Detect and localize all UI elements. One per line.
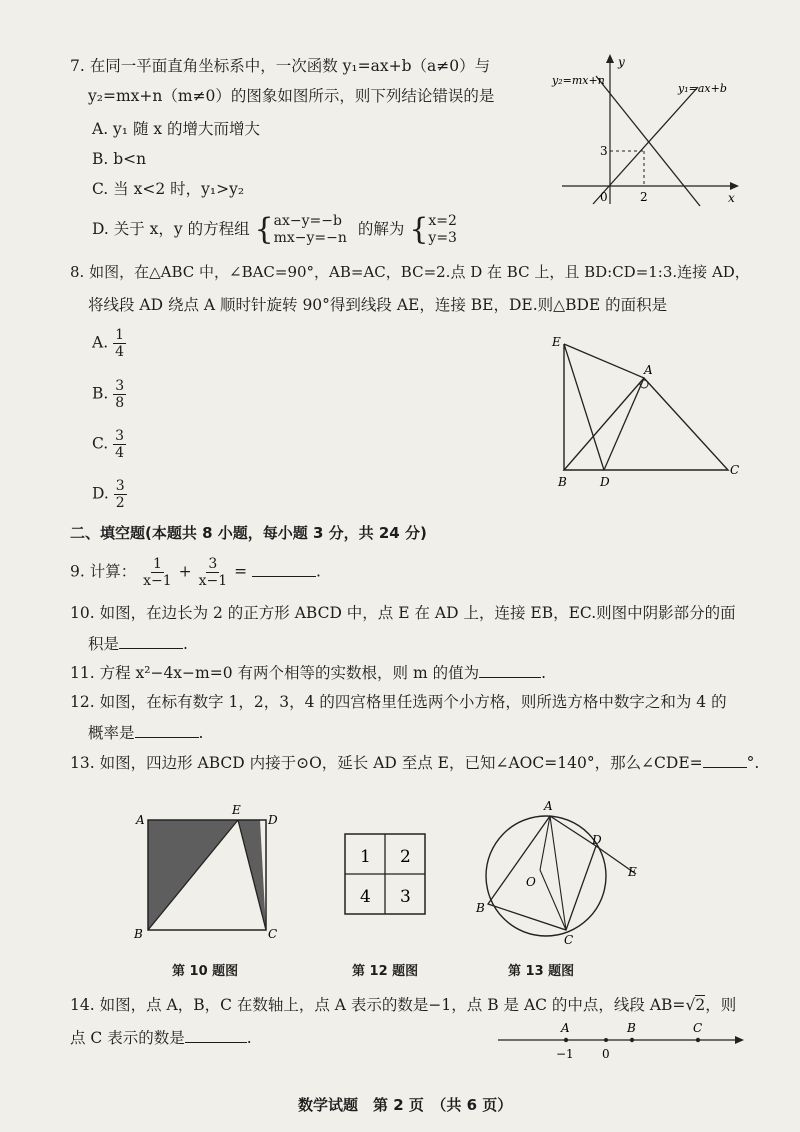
point-b-label: B [134, 927, 143, 941]
plus-sign: + [178, 562, 192, 581]
q8-option-b [92, 378, 126, 411]
point-b-dot [630, 1038, 634, 1042]
q8-option-d [92, 478, 127, 511]
point-a-label: A [644, 363, 653, 377]
point-o-label: O [526, 875, 536, 889]
figure-10 [128, 800, 288, 945]
point-b-label: B [627, 1021, 636, 1035]
tick-y-label: 3 [600, 144, 608, 158]
point-e-label: E [552, 335, 561, 349]
fraction [141, 556, 174, 589]
numerator: 1 [115, 327, 124, 343]
q8-stem-line2: 将线段 AD 绕点 A 顺时针旋转 90°得到线段 AE，连接 BE，DE.则△BDE 的面积是 [88, 296, 668, 314]
q7-option-d [92, 213, 457, 247]
q11-text: 11. 方程 x²−4x−m=0 有两个相等的实数根，则 m 的值为 [70, 664, 480, 682]
numerator: 1 [152, 556, 162, 572]
q14-end: . [246, 1029, 252, 1047]
equation-1: ax−y=−b [273, 213, 342, 229]
q7-stem-line1: 7. 在同一平面直角坐标系中，一次函数 y₁=ax+b（a≠0）与 [70, 57, 491, 75]
q8-stem-line1: 8. 如图，在△ABC 中，∠BAC=90°，AB=AC，BC=2.点 D 在 BC 上，且 BD:CD=1:3.连接 AD， [70, 263, 750, 281]
x-axis-arrow-icon [730, 182, 739, 190]
q10-line2-text: 积是 [88, 635, 120, 653]
q13-text: 13. 如图，四边形 ABCD 内接于⊙O，延长 AD 至点 E，已知∠AOC=140°，那么∠CDE= [70, 754, 703, 772]
point-a-label: A [544, 800, 553, 813]
point-a-label: A [561, 1021, 570, 1035]
point-e-label: E [232, 803, 241, 817]
answer-blank[interactable] [479, 677, 541, 678]
fraction [197, 556, 230, 589]
q9-stem [70, 556, 321, 589]
point-b-label: B [476, 901, 485, 915]
q8-option-a [92, 327, 126, 360]
equals-sign: = [234, 562, 248, 581]
option-label: D. [92, 484, 109, 503]
number-line [494, 1012, 750, 1062]
numerator: 3 [208, 556, 218, 572]
point-e-label: E [628, 865, 637, 879]
answer-blank[interactable] [135, 737, 199, 738]
q7-stem-line2: y₂=mx+n（m≠0）的图象如图所示，则下列结论错误的是 [88, 87, 495, 105]
point-a-dot [564, 1038, 568, 1042]
figure-12 [340, 830, 430, 920]
origin-dot [604, 1038, 608, 1042]
origin-label: 0 [600, 190, 608, 204]
q14-line1-text: 14. 如图，点 A，B，C 在数轴上，点 A 表示的数是−1，点 B 是 AC 的中点，线段 AB= [70, 996, 686, 1014]
segment-ad [604, 378, 644, 470]
option-label: C. [92, 434, 109, 453]
grid-cell-4: 4 [360, 887, 371, 907]
q9-prefix: 9. 计算： [70, 562, 137, 581]
denominator: x−1 [143, 573, 172, 589]
triangle-abc [564, 378, 728, 470]
fraction [114, 478, 127, 511]
q11-end: . [541, 664, 547, 682]
tick-0-label: 0 [602, 1047, 610, 1061]
label-y2: y₂=mx+n [552, 74, 605, 87]
q7-option-d-mid: 的解为 [357, 220, 405, 238]
q13-stem [70, 753, 759, 773]
point-c-label: C [564, 933, 574, 947]
point-c-label: C [268, 927, 278, 941]
solution-2: y=3 [428, 230, 457, 246]
q9-end: . [316, 562, 321, 581]
equation-2: mx−y=−n [273, 230, 347, 246]
label-y1: y₁=ax+b [678, 82, 727, 95]
point-c-dot [696, 1038, 700, 1042]
denominator: 2 [115, 495, 125, 511]
option-label: B. [92, 384, 109, 403]
number-line-arrow-icon [735, 1036, 744, 1044]
grid-cell-1: 1 [360, 847, 371, 867]
denominator: 4 [115, 445, 125, 461]
point-d-label: D [268, 813, 278, 827]
q10-stem-line2 [88, 634, 188, 654]
q14-stem-line2 [70, 1028, 252, 1048]
q7-option-b: B. b<n [92, 150, 147, 168]
q8-option-c [92, 428, 126, 461]
point-d-label: D [600, 475, 610, 489]
q11-stem [70, 663, 546, 683]
option-label: A. [92, 333, 109, 352]
q13-end: °. [746, 754, 760, 772]
answer-blank[interactable] [119, 648, 183, 649]
grid-cell-2: 2 [400, 847, 411, 867]
q12-stem-line1: 12. 如图，在标有数字 1，2，3，4 的四宫格里任选两个小方格，则所选方格中数字之和为 4 的 [70, 693, 727, 711]
q7-graph [548, 52, 748, 210]
fraction [113, 327, 126, 360]
left-brace-icon: { [254, 212, 274, 247]
equation-system [274, 213, 347, 247]
point-c-label: C [730, 463, 740, 477]
y-axis-arrow-icon [606, 54, 614, 63]
tick-neg1-label: −1 [556, 1047, 574, 1061]
grid-cell-3: 3 [400, 887, 411, 907]
q12-end: . [198, 724, 204, 742]
section-heading-fill-in: 二、填空题(本题共 8 小题，每小题 3 分，共 24 分) [70, 524, 427, 542]
point-d-label: D [592, 833, 602, 847]
q8-figure [548, 334, 748, 494]
figure-13-caption: 第 13 题图 [508, 964, 575, 979]
point-b-label: B [558, 475, 567, 489]
sqrt-radicand: 2 [695, 996, 706, 1014]
q10-end: . [183, 635, 188, 653]
denominator: 8 [115, 395, 125, 411]
left-brace-icon: { [409, 212, 429, 247]
figure-13 [468, 800, 658, 950]
answer-blank[interactable] [252, 576, 316, 577]
circle-o [486, 816, 606, 936]
solution-1: x=2 [428, 213, 457, 229]
denominator: 4 [115, 344, 124, 360]
figure-10-caption: 第 10 题图 [172, 964, 239, 979]
denominator: x−1 [198, 573, 228, 589]
sqrt-icon: √ [685, 996, 696, 1014]
page-footer: 数学试题 第 2 页 （共 6 页） [298, 1096, 513, 1114]
q7-option-a: A. y₁ 随 x 的增大而增大 [92, 120, 261, 138]
point-c-label: C [693, 1021, 703, 1035]
solution-system [428, 213, 457, 247]
figure-12-caption: 第 12 题图 [352, 964, 419, 979]
segment-de [564, 344, 604, 470]
axis-label-y: y [618, 55, 625, 69]
q7-option-d-prefix: D. 关于 x，y 的方程组 [92, 220, 250, 238]
q7-option-c: C. 当 x<2 时，y₁>y₂ [92, 180, 245, 198]
q12-line2-text: 概率是 [88, 724, 135, 742]
numerator: 3 [115, 378, 125, 394]
q14-line1-post: ，则 [705, 996, 737, 1014]
q10-stem-line1: 10. 如图，在边长为 2 的正方形 ABCD 中，点 E 在 AD 上，连接 EB，EC.则图中阴影部分的面 [70, 604, 736, 622]
answer-blank[interactable] [703, 767, 747, 768]
segment-ae [564, 344, 644, 378]
fraction [113, 428, 126, 461]
numerator: 3 [115, 478, 125, 494]
point-a-label: A [136, 813, 145, 827]
answer-blank[interactable] [185, 1042, 247, 1043]
q14-line2-text: 点 C 表示的数是 [70, 1029, 185, 1047]
q12-stem-line2 [88, 723, 203, 743]
axis-label-x: x [728, 191, 735, 205]
fraction [113, 378, 126, 411]
tick-x-label: 2 [640, 190, 648, 204]
numerator: 3 [115, 428, 125, 444]
